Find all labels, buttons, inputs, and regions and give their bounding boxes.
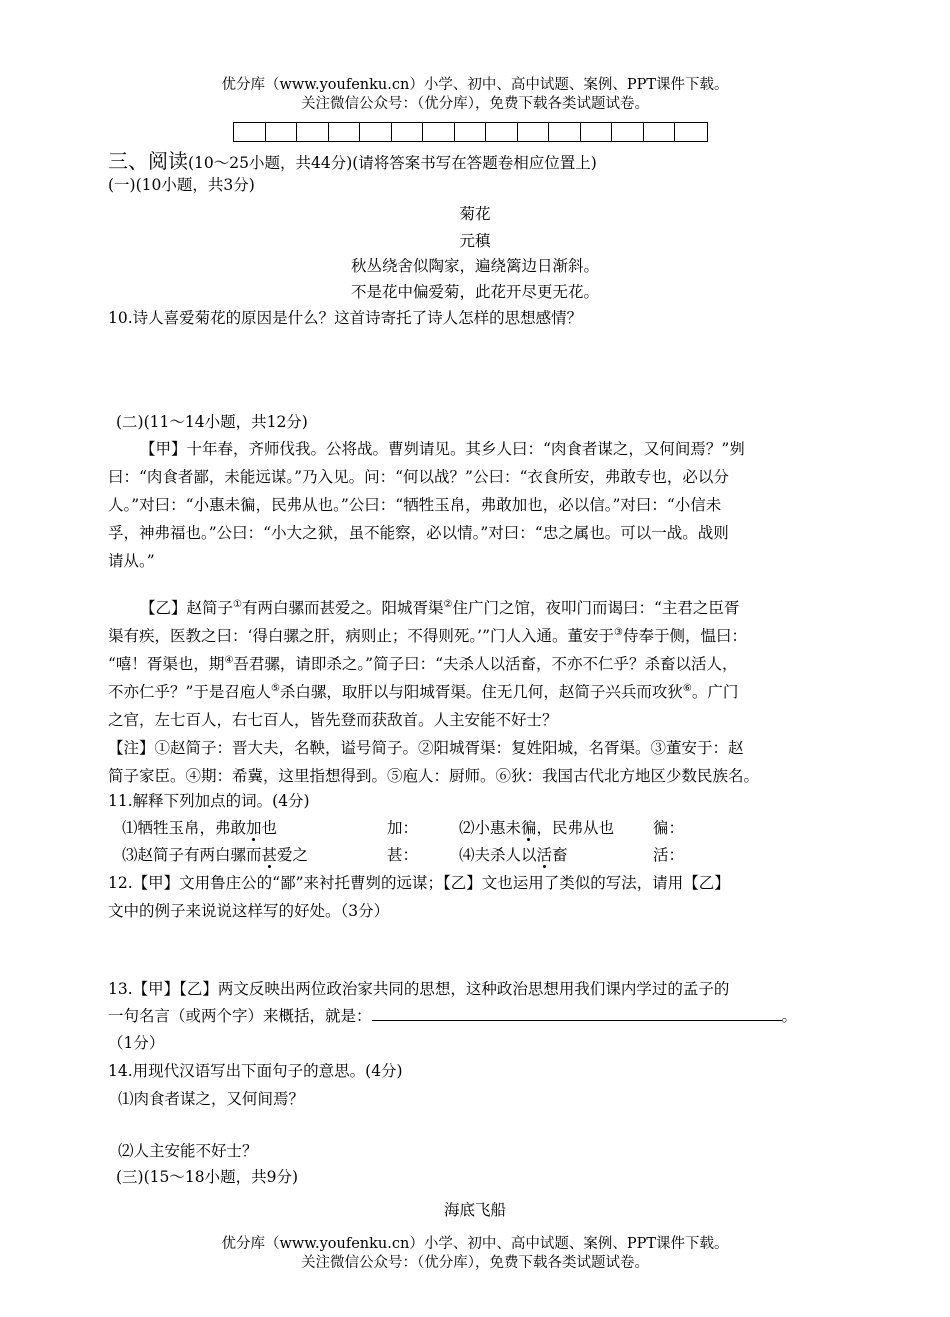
grid-cell (581, 123, 613, 141)
question-14-b: ⑵人主安能不好士？ (118, 1142, 258, 1160)
part3-title: 海底飞船 (443, 1201, 506, 1219)
dotted-word: 甚 (261, 846, 278, 864)
dotted-word: 徧 (521, 819, 537, 837)
dotted-word: 加 (246, 819, 262, 837)
question-12-line-1: 12.【甲】文用鲁庄公的“鄙”来衬托曹刿的远谋；【乙】文也运用了类似的写法，请用【乙】 (108, 874, 730, 892)
footnote-mark: ⑥ (682, 682, 692, 694)
question-12-line-2: 文中的例子来说说这样写的好处。（3分） (108, 902, 390, 920)
grid-cell (612, 123, 644, 141)
q11-label-c: 甚： (387, 846, 419, 864)
q11-item-a (122, 816, 277, 838)
question-13-line-2 (108, 1004, 797, 1026)
q11-item-d (459, 843, 568, 865)
poem-line-2: 不是花中偏爱菊，此花开尽更无花。 (350, 283, 599, 301)
jia-line: 请从。” (108, 552, 155, 570)
yi-line (140, 596, 739, 618)
notes-line: 【注】①赵简子：晋大夫，名鞅，谥号简子。②阳城胥渠：复姓阳城，名胥渠。③董安于：赵 (108, 739, 744, 757)
jia-line: 曰：“肉食者鄙，未能远谋。”乃入见。问：“何以战？”公曰：“衣食所安，弗敢专也，必以分 (108, 468, 729, 486)
q11-item-c (122, 843, 308, 865)
header-line-1: 优分库（www.youfenku.cn）小学、初中、高中试题、案例、PPT课件下载。 (221, 77, 729, 93)
q11-label-b: 徧： (653, 819, 685, 837)
answer-blank[interactable] (372, 1006, 782, 1021)
poem-title: 菊花 (459, 205, 491, 223)
footnote-mark: ④ (224, 654, 234, 666)
yi-line (108, 652, 738, 674)
question-14: 14.用现代汉语写出下面句子的意思。(4分) (108, 1062, 403, 1080)
q11-text: ，民弗从也 (536, 819, 615, 837)
footer-line-1: 优分库（www.youfenku.cn）小学、初中、高中试题、案例、PPT课件下载。 (221, 1236, 729, 1252)
q11-item-b (459, 816, 614, 838)
section-title: 三、阅读 (108, 149, 188, 173)
q11-text: 畜 (552, 846, 568, 864)
notes-line: 简子家臣。④期：希冀，这里指想得到。⑤庖人：厨师。⑥狄：我国古代北方地区少数民族名。 (108, 767, 760, 785)
q13-end: 。 (781, 1007, 798, 1025)
grid-cell (518, 123, 550, 141)
q11-label-a: 加： (387, 819, 419, 837)
grid-cell (549, 123, 581, 141)
footer-line-2: 关注微信公众号：（优分库），免费下载各类试题试卷。 (301, 1255, 649, 1271)
footnote-mark: ② (443, 598, 453, 610)
footnote-mark: ① (233, 598, 242, 610)
question-11: 11.解释下列加点的词。(4分) (108, 792, 310, 810)
yi-text: 不亦仁乎？”于是召庖人 (108, 683, 271, 701)
grid-cell (234, 123, 266, 141)
grid-cell (329, 123, 361, 141)
question-10: 10.诗人喜爱菊花的原因是什么？这首诗寄托了诗人怎样的思想感情？ (108, 309, 583, 327)
yi-text: “嘻！胥渠也，期 (108, 655, 225, 673)
grid-cell (360, 123, 392, 141)
grid-cell (675, 123, 707, 141)
yi-line (108, 624, 747, 646)
jia-line: 【甲】十年春，齐师伐我。公将战。曹刿请见。其乡人曰：“肉食者谋之，又何间焉？”刿 (140, 440, 745, 458)
grid-cell (455, 123, 487, 141)
question-13-line-1: 13.【甲】【乙】两文反映出两位政治家共同的思想，这种政治思想用我们课内学过的孟子的 (108, 980, 730, 998)
part3-label: (三)(15～18小题，共9分) (116, 1168, 298, 1186)
grid-cell (486, 123, 518, 141)
yi-text: 吾君骡，请即杀之。”简子曰：“夫杀人以活畜，不亦不仁乎？杀畜以活人， (233, 655, 738, 673)
header-line-2: 关注微信公众号：（优分库），免费下载各类试题试卷。 (301, 96, 649, 112)
question-13-line-3: （1分） (108, 1034, 165, 1052)
part2-label: (二)(11～14小题，共12分) (116, 413, 308, 431)
yi-line: 之官，左七百人，右七百人，皆先登而获敌首。人主安能不好士？ (108, 711, 558, 729)
yi-text: 。广门 (691, 683, 739, 701)
yi-text: 有两白骡而甚爱之。阳城胥渠 (241, 599, 444, 617)
grid-cell (423, 123, 455, 141)
part1-label: (一)(10小题，共3分) (108, 176, 255, 194)
section-heading (108, 145, 597, 174)
q11-text: ⑴牺牲玉帛，弗敢 (122, 819, 247, 837)
yi-text: 住广门之馆，夜叩门而谒曰：“主君之臣胥 (452, 599, 740, 617)
footnote-mark: ⑤ (270, 682, 280, 694)
grid-cell (644, 123, 676, 141)
question-14-a: ⑴肉食者谋之，又何间焉？ (118, 1090, 305, 1108)
yi-text: 渠有疾，医教之曰：‘得白骡之肝，病则止；不得则死。’”门人入通。董安于 (108, 627, 615, 645)
yi-text: 【乙】赵简子 (140, 599, 234, 617)
grid-cell (392, 123, 424, 141)
q11-text: 爱之 (277, 846, 309, 864)
q11-text: ⑶赵简子有两白骡而 (122, 846, 262, 864)
q11-text: 也 (261, 819, 278, 837)
yi-text: 侍奉于侧，愠曰： (623, 627, 748, 645)
q11-text: ⑵小惠未 (459, 819, 522, 837)
poem-line-1: 秋丛绕舍似陶家，遍绕篱边日渐斜。 (350, 257, 599, 275)
section-note: (10～25小题，共44分)(请将答案书写在答题卷相应位置上) (188, 154, 597, 172)
footnote-mark: ③ (614, 626, 623, 638)
answer-grid (233, 122, 708, 142)
jia-line: 人。”对曰：“小惠未徧，民弗从也。”公曰：“牺牲玉帛，弗敢加也，必以信。”对曰：“小信未 (108, 496, 722, 514)
dotted-word: 活 (536, 846, 553, 864)
yi-text: 杀白骡，取肝以与阳城胥渠。住无几何，赵简子兴兵而攻狄 (279, 683, 683, 701)
yi-line (108, 680, 738, 702)
grid-cell (297, 123, 329, 141)
q13-text: 一句名言（或两个字）来概括，就是： (108, 1007, 372, 1025)
poem-author: 元稹 (459, 232, 491, 250)
q11-text: ⑷夫杀人以 (459, 846, 537, 864)
grid-cell (266, 123, 298, 141)
jia-line: 孚，神弗福也。”公曰：“小大之狱，虽不能察，必以情。”对曰：“忠之属也。可以一战。战则 (108, 524, 729, 542)
q11-label-d: 活： (653, 846, 685, 864)
